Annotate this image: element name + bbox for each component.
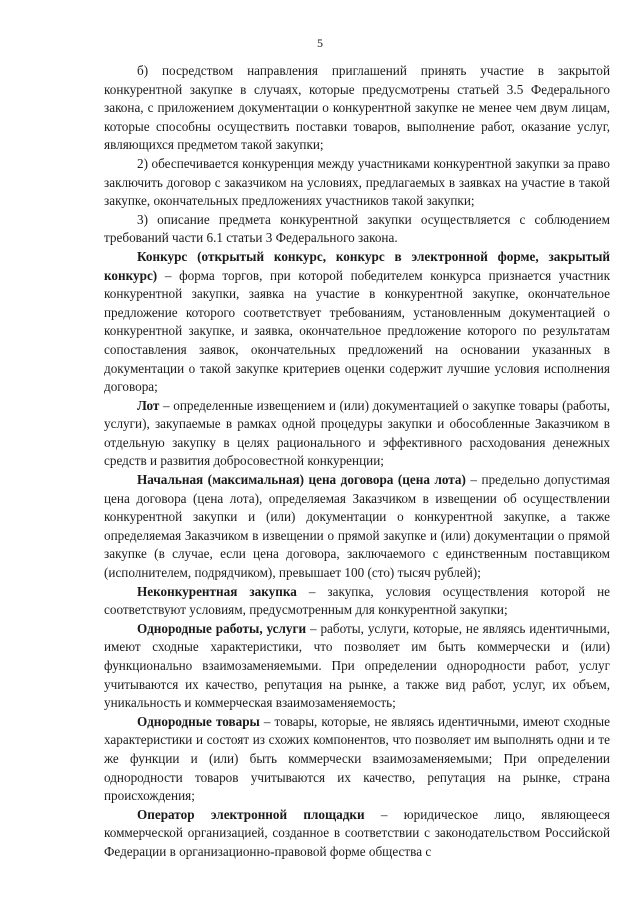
definition-text: – определенные извещением и (или) документацией о закупке товары (работы, услуги), закупаемые в рамках одной процедуры закупки и обособленные Заказчиком в отдельную закупку в целях рационального и эффективного расходования денежных средств и развития добросовестной конкуренции; — [104, 397, 610, 469]
definition-text: – закупка, условия осуществления которой не соответствуют условиям, предусмотренным для конкурентной закупки; — [104, 583, 611, 618]
definition-paragraph — [104, 471, 610, 583]
definition-paragraph — [104, 397, 610, 471]
defined-term: Начальная (максимальная) цена договора (цена лота) — [137, 472, 466, 488]
defined-term: Лот — [137, 397, 160, 413]
paragraph-text: 2) обеспечивается конкуренция между участниками конкурентной закупки за право заключить договор с заказчиком на условиях, предлагаемых в заявках на участие в такой закупке, окончательных предложениях участников такой закупки; — [104, 155, 610, 209]
defined-term: Однородные товары — [137, 713, 260, 729]
defined-term: Однородные работы, услуги — [137, 620, 307, 636]
paragraph-text: 3) описание предмета конкурентной закупки осуществляется с соблюдением требований части 6.1 статьи 3 Федерального закона. — [104, 211, 610, 246]
definition-paragraph — [104, 806, 610, 862]
definition-paragraph — [104, 713, 610, 806]
defined-term: Оператор электронной площадки — [137, 806, 365, 822]
paragraph-text: б) посредством направления приглашений принять участие в закрытой конкурентной закупке в случаях, которые предусмотрены статьей 3.5 Федерального закона, с приложением документации о конкурентной закупке не менее чем двум лицам, которые способны осуществить поставки товаров, выполнение работ, оказание услуг, являющихся предметом такой закупки; — [104, 63, 610, 153]
definition-paragraph — [104, 583, 610, 620]
document-body — [104, 62, 610, 862]
definition-paragraph — [104, 248, 610, 397]
defined-term: Конкурс (открытый конкурс, конкурс в электронной форме, закрытый конкурс) — [104, 248, 610, 283]
definition-text: – товары, которые, не являясь идентичными, имеют сходные характеристики и состоят из схожих компонентов, что позволяет им выполнять одни и те же функции и (или) быть коммерчески взаимозаменяемыми; При определении однородности товаров учитываются их качество, репутация на рынке, страна происхождения; — [104, 713, 610, 804]
page-number: 5 — [317, 36, 323, 50]
defined-term: Неконкурентная закупка — [137, 583, 297, 599]
definition-text: – предельно допустимая цена договора (цена лота), определяемая Заказчиком в извещении об осуществлении конкурентной закупки и (или) документации о конкурентной закупке, а также определяемая Заказчиком в извещении о прямой закупке и (или) документации о прямой закупке (в случае, если цена договора, заключаемого с единственным поставщиком (исполнителем, подрядчиком), превышает 100 (сто) тысяч рублей); — [104, 472, 610, 581]
definition-text: – работы, услуги, которые, не являясь идентичными, имеют сходные характеристики, что позволяет им быть коммерчески и (или) функционально взаимозаменяемыми. При определении однородности работ, услуг учитываются их качество, репутация на рынке, а также вид работ, услуг, их объем, уникальность и коммерческая взаимозаменяемость; — [104, 620, 611, 711]
paragraph — [104, 211, 610, 248]
paragraph — [104, 155, 610, 211]
definition-paragraph — [104, 620, 610, 713]
paragraph — [104, 62, 610, 155]
definition-text: – юридическое лицо, являющееся коммерческой организацией, созданное в соответствии с законодательством Российской Федерации в организационно-правовой форме общества с — [104, 806, 610, 859]
definition-text: – форма торгов, при которой победителем конкурса признается участник конкурентной закупки, заявка на участие в конкурентной закупке, окончательное предложение которого соответствует требованиям, установленным документацией о конкурентной закупке, и заявка, окончательное предложение которого по результатам сопоставления заявок, окончательных предложений на основании указанных в документации о такой закупке критериев оценки содержит лучшие условия исполнения договора; — [104, 267, 610, 395]
